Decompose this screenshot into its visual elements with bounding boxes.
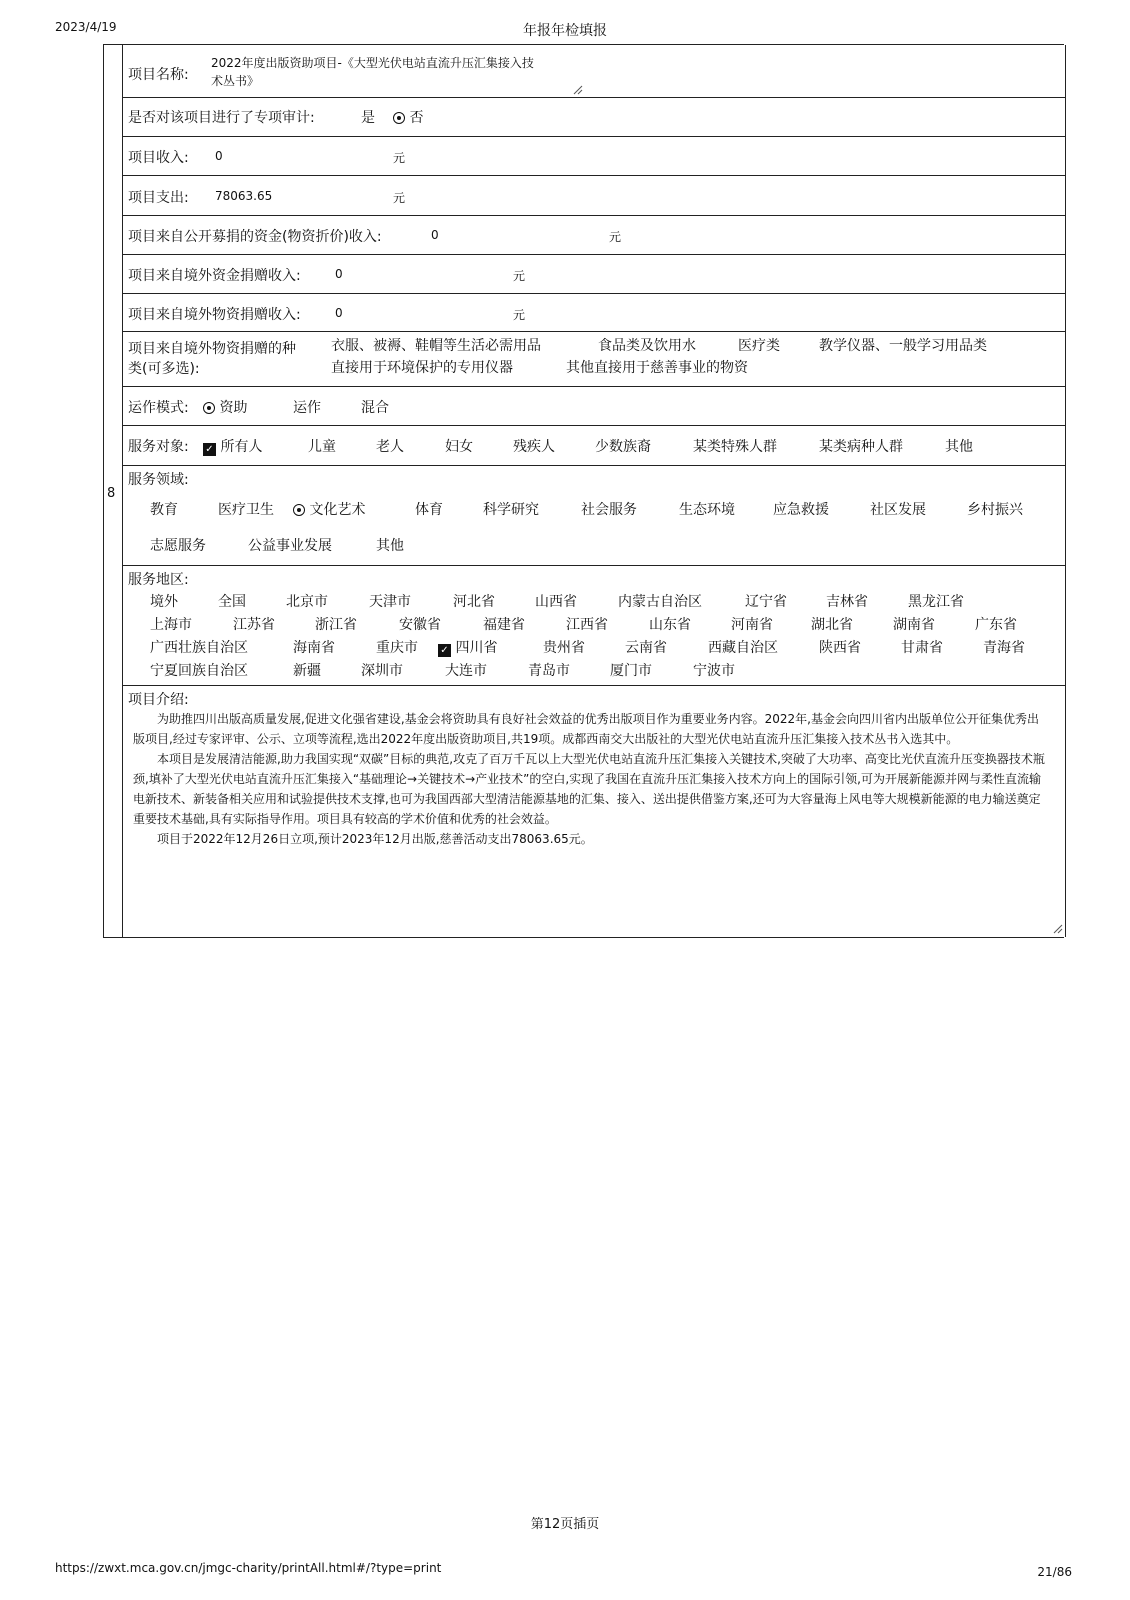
intro-paragraph-1: 为助推四川出版高质量发展,促进文化强省建设,基金会将资助具有良好社会效益的优秀出版项目作为重要业务内容。2022年,基金会向四川省内出版单位公开征集优秀出版项目,经过专家评审、公示、立项等流程,选出2022年度出版资助项目,共19项。成都西南交大出版社的大型光伏电站直流升压汇集接入技术丛书入选其中。 [133,712,1039,746]
income-label: 项目收入: [128,150,189,166]
region-option[interactable]: 重庆市 [376,640,418,656]
target-option-disease-group[interactable]: 某类病种人群 [819,439,903,455]
region-option[interactable]: 贵州省 [543,640,585,656]
field-option-rural[interactable]: 乡村振兴 [967,502,1023,518]
foreign-fund-value[interactable]: 0 [335,267,343,281]
region-option[interactable]: 大连市 [445,663,487,679]
goods-option-medical[interactable]: 医疗类 [738,338,780,354]
expense-label: 项目支出: [128,190,189,206]
operation-option-mixed[interactable]: 混合 [361,400,389,416]
intro-paragraph-2: 本项目是发展清洁能源,助力我国实现“双碳”目标的典范,攻克了百万千瓦以上大型光伏电站直流升压汇集接入关键技术,突破了大功率、高变比光伏直流升压变换器技术瓶颈,填补了大型光伏电站直流升压汇集接入“基础理论→关键技术→产业技术”的空白,实现了我国在直流升压汇集接入技术方向上的国际引领,可为开展新能源并网与柔性直流输电新技术、新装备相关应用和试验提供技术支撑,也可为我国西部大型清洁能源基地的汇集、接入、送出提供借鉴方案,还可为大容量海上风电等大规模新能源的电力输送奠定重要技术基础,具有实际指导作用。项目具有较高的学术价值和优秀的社会效益。 [133,752,1045,826]
operation-option-operate[interactable]: 运作 [293,400,321,416]
goods-option-environment[interactable]: 直接用于环境保护的专用仪器 [331,360,513,376]
operation-row [123,386,1065,426]
region-option[interactable]: 厦门市 [610,663,652,679]
operation-option-grant[interactable] [203,397,247,417]
field-culture-arts-label: 文化艺术 [309,502,366,518]
goods-types-label [128,339,296,379]
expense-row [123,175,1065,216]
region-option[interactable]: 宁波市 [693,663,735,679]
field-option-science[interactable]: 科学研究 [483,502,539,518]
intro-label: 项目介绍: [128,692,189,708]
target-option-other[interactable]: 其他 [945,439,973,455]
field-option-community[interactable]: 社区发展 [870,502,926,518]
audit-no-label: 否 [409,110,424,126]
radio-selected-icon [393,112,405,124]
field-option-culture-arts[interactable] [293,499,365,519]
project-name-label: 项目名称: [128,67,189,83]
intro-paragraph-3: 项目于2022年12月26日立项,预计2023年12月出版,慈善活动支出78063.65元。 [157,832,593,846]
radio-selected-icon [293,504,305,516]
service-fields-row [123,465,1065,566]
region-option[interactable]: 青岛市 [528,663,570,679]
foreign-fund-row [123,254,1065,294]
field-option-sports[interactable]: 体育 [415,502,443,518]
audit-option-no[interactable] [393,107,423,127]
region-option[interactable]: 河北省 [453,594,495,610]
service-regions-row [123,565,1065,686]
region-option[interactable]: 湖北省 [811,617,853,633]
resize-handle-icon[interactable] [1053,924,1063,934]
goods-option-other[interactable]: 其他直接用于慈善事业的物资 [566,360,748,376]
region-option[interactable]: 海南省 [293,640,335,656]
operation-label: 运作模式: [128,400,189,416]
print-header-date: 2023/4/19 [55,20,117,34]
intro-row[interactable] [123,685,1065,936]
field-option-education[interactable]: 教育 [150,502,178,518]
region-option[interactable]: 甘肃省 [901,640,943,656]
region-option[interactable]: 陕西省 [819,640,861,656]
region-option[interactable]: 河南省 [731,617,773,633]
income-row [123,136,1065,176]
foreign-goods-row [123,293,1065,332]
public-fund-label: 项目来自公开募捐的资金(物资折价)收入: [128,229,382,245]
print-footer-url: https://zwxt.mca.gov.cn/jmgc-charity/printAll.html#/?type=print [55,1561,442,1575]
region-option[interactable]: 西藏自治区 [708,640,778,656]
region-option[interactable]: 福建省 [483,617,525,633]
target-option-everyone[interactable] [203,436,262,456]
field-option-social-service[interactable]: 社会服务 [581,502,637,518]
region-option[interactable]: 广东省 [975,617,1017,633]
region-option[interactable]: 内蒙古自治区 [618,594,702,610]
goods-option-teaching[interactable]: 教学仪器、一般学习用品类 [819,338,987,354]
goods-option-food[interactable]: 食品类及饮用水 [598,338,696,354]
field-option-ecology[interactable]: 生态环境 [679,502,735,518]
audit-yes-label: 是 [361,110,375,126]
goods-option-clothing[interactable]: 衣服、被褥、鞋帽等生活必需用品 [331,338,541,354]
checkbox-checked-icon: ✓ [203,443,216,456]
goods-types-row [123,331,1065,387]
region-option[interactable]: 安徽省 [399,617,441,633]
region-option[interactable]: 深圳市 [361,663,403,679]
region-option[interactable]: 山西省 [535,594,577,610]
target-everyone-label: 所有人 [220,439,263,455]
intro-text [133,709,1048,849]
target-option-special-group[interactable]: 某类特殊人群 [693,439,777,455]
audit-option-yes[interactable] [361,107,375,127]
expense-value[interactable]: 78063.65 [215,189,273,203]
audit-label: 是否对该项目进行了专项审计: [128,110,315,126]
region-option[interactable]: 宁夏回族自治区 [150,663,248,679]
resize-handle-icon[interactable] [573,85,583,95]
region-option[interactable]: 新疆 [293,663,321,679]
region-option[interactable]: 天津市 [369,594,411,610]
region-option[interactable]: 广西壮族自治区 [150,640,248,656]
operation-grant-label: 资助 [219,400,248,416]
foreign-fund-unit: 元 [513,269,526,283]
service-targets-label: 服务对象: [128,439,189,455]
region-option-checked[interactable] [438,637,497,657]
target-option-minorities[interactable]: 少数族裔 [595,439,651,455]
region-option[interactable]: 青海省 [983,640,1025,656]
print-header-title: 年报年检填报 [523,23,607,39]
public-fund-unit: 元 [609,230,622,244]
row-number: 8 [107,486,116,501]
region-option[interactable]: 境外 [150,594,178,610]
service-targets-row [123,425,1065,466]
target-option-women[interactable]: 妇女 [445,439,473,455]
goods-types-label-line1: 项目来自境外物资捐赠的种 [128,341,296,357]
field-option-other[interactable]: 其他 [376,538,404,554]
field-option-public-welfare[interactable]: 公益事业发展 [248,538,332,554]
service-regions-label: 服务地区: [128,572,189,588]
project-name-value-line1: 2022年度出版资助项目-《大型光伏电站直流升压汇集接入技 [211,56,534,70]
public-fund-value[interactable]: 0 [431,228,439,242]
checkbox-checked-icon: ✓ [438,644,451,657]
region-option[interactable]: 北京市 [286,594,328,610]
region-option[interactable]: 吉林省 [826,594,868,610]
foreign-goods-value[interactable]: 0 [335,306,343,320]
foreign-fund-label: 项目来自境外资金捐赠收入: [128,268,301,284]
target-option-children[interactable]: 儿童 [308,439,336,455]
region-option[interactable]: 黑龙江省 [908,594,964,610]
field-option-emergency-rescue[interactable]: 应急救援 [773,502,829,518]
print-footer-page-count: 21/86 [1037,1565,1072,1579]
region-option[interactable]: 全国 [218,594,246,610]
region-option[interactable]: 浙江省 [315,617,357,633]
print-footer-page-label: 第12页插页 [530,1517,600,1532]
expense-unit: 元 [393,191,406,205]
region-option[interactable]: 上海市 [150,617,192,633]
region-checked-label: 四川省 [455,640,498,656]
foreign-goods-label: 项目来自境外物资捐赠收入: [128,307,301,323]
field-option-volunteer[interactable]: 志愿服务 [150,538,206,554]
project-name-row [123,45,1065,98]
radio-selected-icon [203,402,215,414]
region-option[interactable]: 山东省 [649,617,691,633]
project-form-body [122,45,1066,937]
audit-row [123,97,1065,137]
target-option-elderly[interactable]: 老人 [376,439,404,455]
field-option-healthcare[interactable]: 医疗卫生 [218,502,274,518]
project-name-value-line2: 术丛书》 [211,74,260,88]
goods-types-label-line2: 类(可多选): [128,361,200,377]
region-option[interactable]: 江苏省 [233,617,275,633]
income-unit: 元 [393,151,406,165]
region-option[interactable]: 云南省 [625,640,667,656]
region-option[interactable]: 江西省 [566,617,608,633]
income-value[interactable]: 0 [215,149,223,163]
region-option[interactable]: 辽宁省 [745,594,787,610]
region-option[interactable]: 湖南省 [893,617,935,633]
public-fund-row [123,215,1065,255]
project-form [103,44,1064,938]
service-fields-label: 服务领域: [128,472,189,488]
foreign-goods-unit: 元 [513,308,526,322]
project-name-field[interactable] [211,54,534,90]
target-option-disabled[interactable]: 残疾人 [513,439,555,455]
